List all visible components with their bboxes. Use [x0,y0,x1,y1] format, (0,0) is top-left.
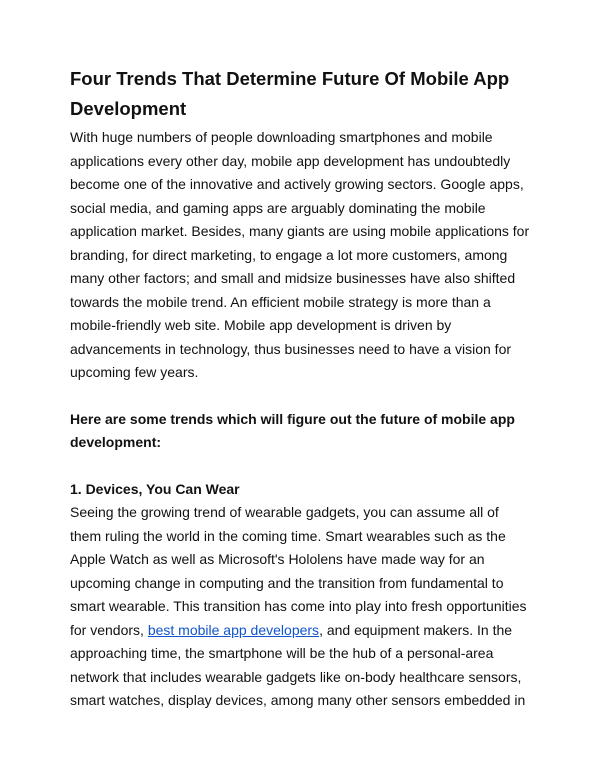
document-title: Four Trends That Determine Future Of Mobile App Development [70,68,510,119]
intro-paragraph: With huge numbers of people downloading smartphones and mobile applications every other day, mobile app development has undoubtedly become one of the innovative and actively growing sectors. Google apps, social media, and gaming apps are arguably dominating the mobile application market. Besides, many giants are using mobile applications for branding, for direct marketing, to engage a lot more customers, among many other factors; and small and midsize businesses have also shifted towards the mobile trend. An efficient mobile strategy is more than a mobile-friendly web site. Mobile app development is driven by advancements in technology, thus businesses need to have a vision for upcoming few years. [70,129,530,380]
section-1-text-before-link: Seeing the growing trend of wearable gadgets, you can assume all of them ruling the world in the coming time. Smart wearables such as the Apple Watch as well as Microsoft's Hololens have made way for an upcoming change in computing and the transition from fundamental to smart wearable. This transition has come into play into fresh opportunities for vendors, [70,504,527,638]
document-page [70,64,532,713]
spacer [70,455,532,478]
best-mobile-app-developers-link[interactable]: best mobile app developers [147,621,320,638]
spacer [70,385,532,408]
section-1-text-after-link: , and equipment makers. In the approaching time, the smartphone will be the hub of a personal-area network that includes wearable gadgets like on-body healthcare sensors, smart watches, display devices, among many other sensors embedded in [70,621,526,708]
section-1-paragraph [70,501,532,713]
trends-heading: Here are some trends which will figure out the future of mobile app development: [70,410,515,450]
section-1-title: 1. Devices, You Can Wear [70,480,240,497]
